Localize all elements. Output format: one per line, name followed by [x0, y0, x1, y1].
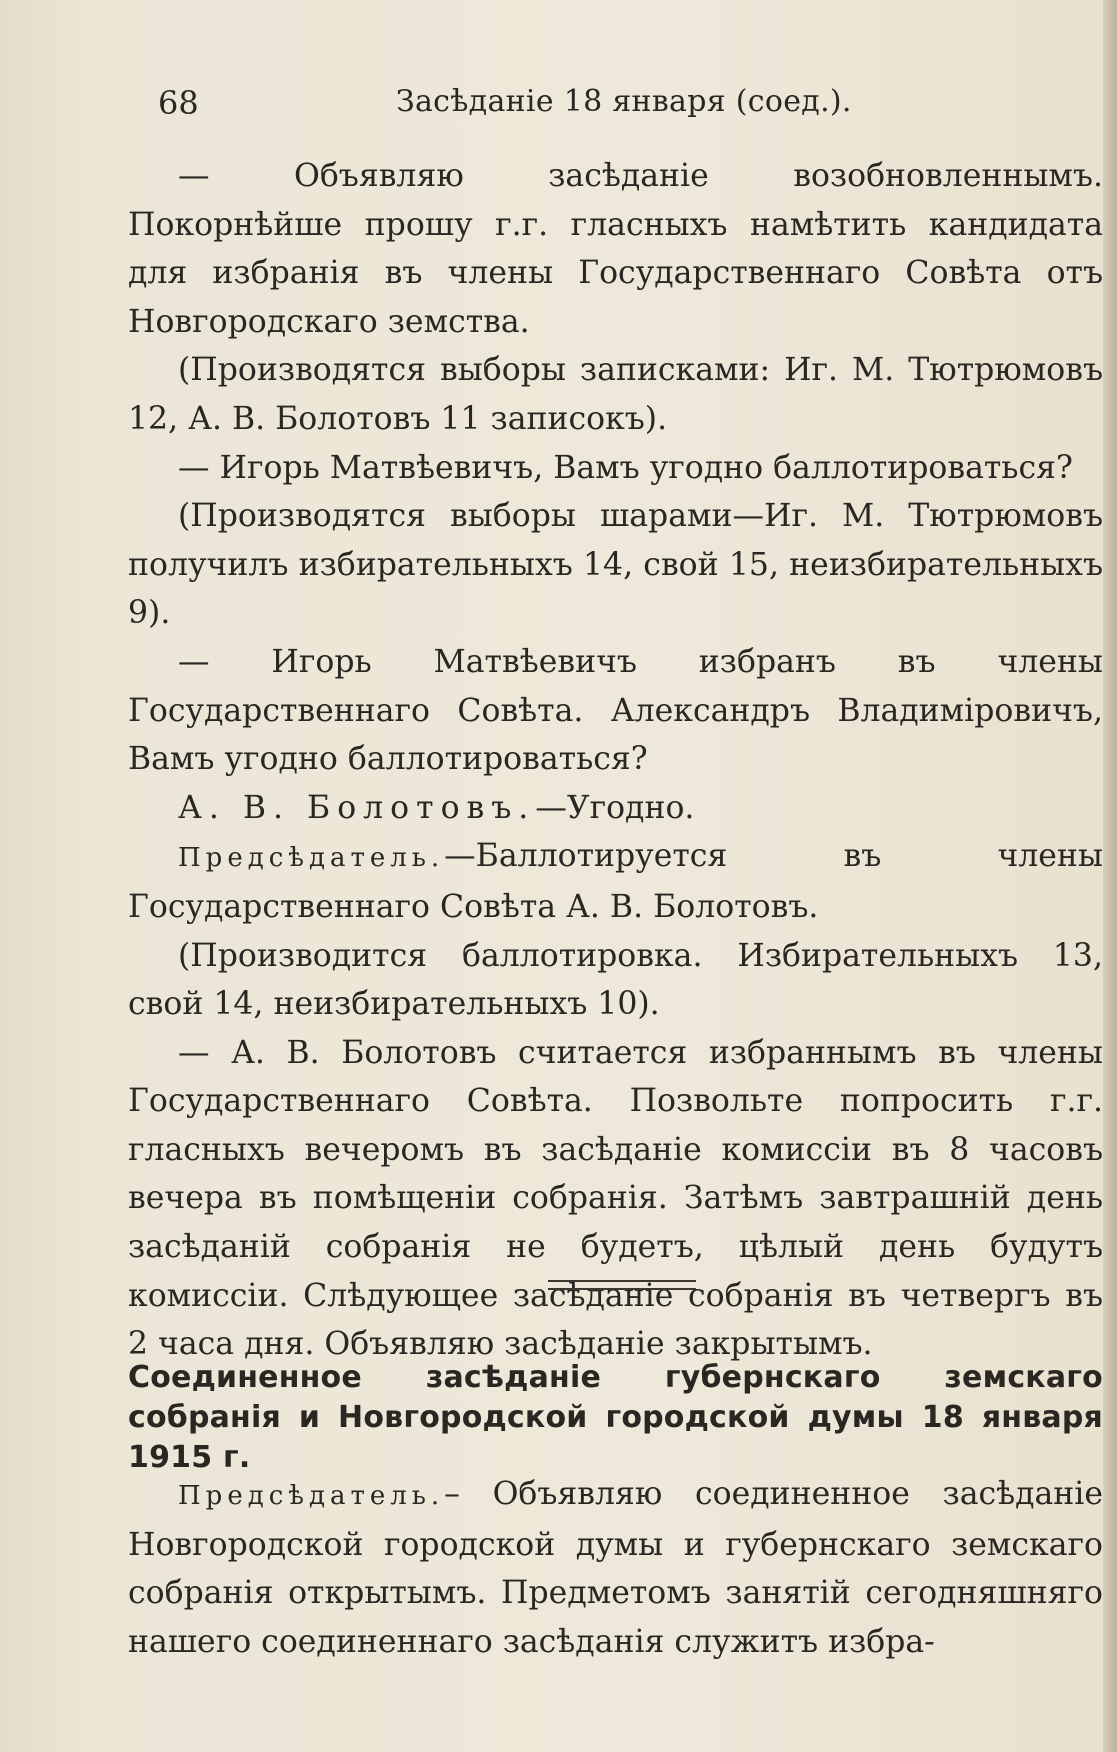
- section-text: [128, 1470, 1103, 1666]
- proceedings-text: [128, 152, 1103, 1369]
- speaker-name: Предсѣдатель.: [178, 1481, 445, 1511]
- speaker-text: —Угодно.: [535, 789, 695, 826]
- speaker-text: – Объявляю соединенное засѣданіе Новгородской городской думы и губернскаго земскаго собранія открытымъ. Предметомъ занятій сегодняшняго нашего соединеннаго засѣданія служитъ избра-: [128, 1476, 1103, 1660]
- speaker-name: А. В. Болотовъ.: [178, 789, 536, 826]
- chair-statement: [128, 832, 1103, 931]
- paragraph: (Производится баллотировка. Избирательныхъ 13, свой 14, неизбирательныхъ 10).: [128, 937, 1103, 1023]
- section-title: Соединенное засѣданіе губернскаго земскаго собранія и Новгородской городской думы 18 января 1915 г.: [128, 1360, 1103, 1475]
- page-number: 68: [158, 84, 199, 122]
- speaker-text: —Баллотируется въ члены Государственнаго Совѣта А. В. Болотовъ.: [128, 838, 1103, 925]
- running-head: Засѣданіе 18 января (соед.).: [396, 84, 852, 119]
- page-header: [150, 78, 1050, 128]
- paragraph: — Игорь Матвѣевичъ, Вамъ угодно баллотироваться?: [178, 449, 1073, 486]
- section-divider: [548, 1280, 696, 1290]
- paragraph: — Игорь Матвѣевичъ избранъ въ члены Государственнаго Совѣта. Александръ Владиміровичъ, Вамъ угодно баллотироваться?: [128, 643, 1103, 778]
- paragraph: (Производятся выборы записками: Иг. М. Тютрюмовъ 12, А. В. Болотовъ 11 записокъ).: [128, 352, 1103, 437]
- speaker-name: Предсѣдатель.: [178, 843, 445, 874]
- paragraph: — Объявляю засѣданіе возобновленнымъ. Покорнѣйше прошу г.г. гласныхъ намѣтить кандидата для избранія въ члены Государственнаго Совѣта отъ Новгородскаго земства.: [128, 158, 1103, 340]
- chair-opening: [128, 1470, 1103, 1666]
- speaker-reply: [128, 784, 1103, 833]
- page-spine-edge: [1103, 0, 1117, 1752]
- paragraph: — А. В. Болотовъ считается избраннымъ въ члены Государственнаго Совѣта. Позвольте попросить г.г. гласныхъ вечеромъ въ засѣданіе комиссіи въ 8 часовъ вечера въ помѣщеніи собранія. Затѣмъ завтрашній день засѣданій собранія не будетъ, цѣлый день будутъ комиссіи. Слѣдующее засѣданіе собранія въ четвергъ въ 2 часа дня. Объявляю засѣданіе закрытымъ.: [128, 1034, 1103, 1363]
- paragraph: (Производятся выборы шарами—Иг. М. Тютрюмовъ получилъ избирательныхъ 14, свой 15, неизбирательныхъ 9).: [128, 498, 1103, 632]
